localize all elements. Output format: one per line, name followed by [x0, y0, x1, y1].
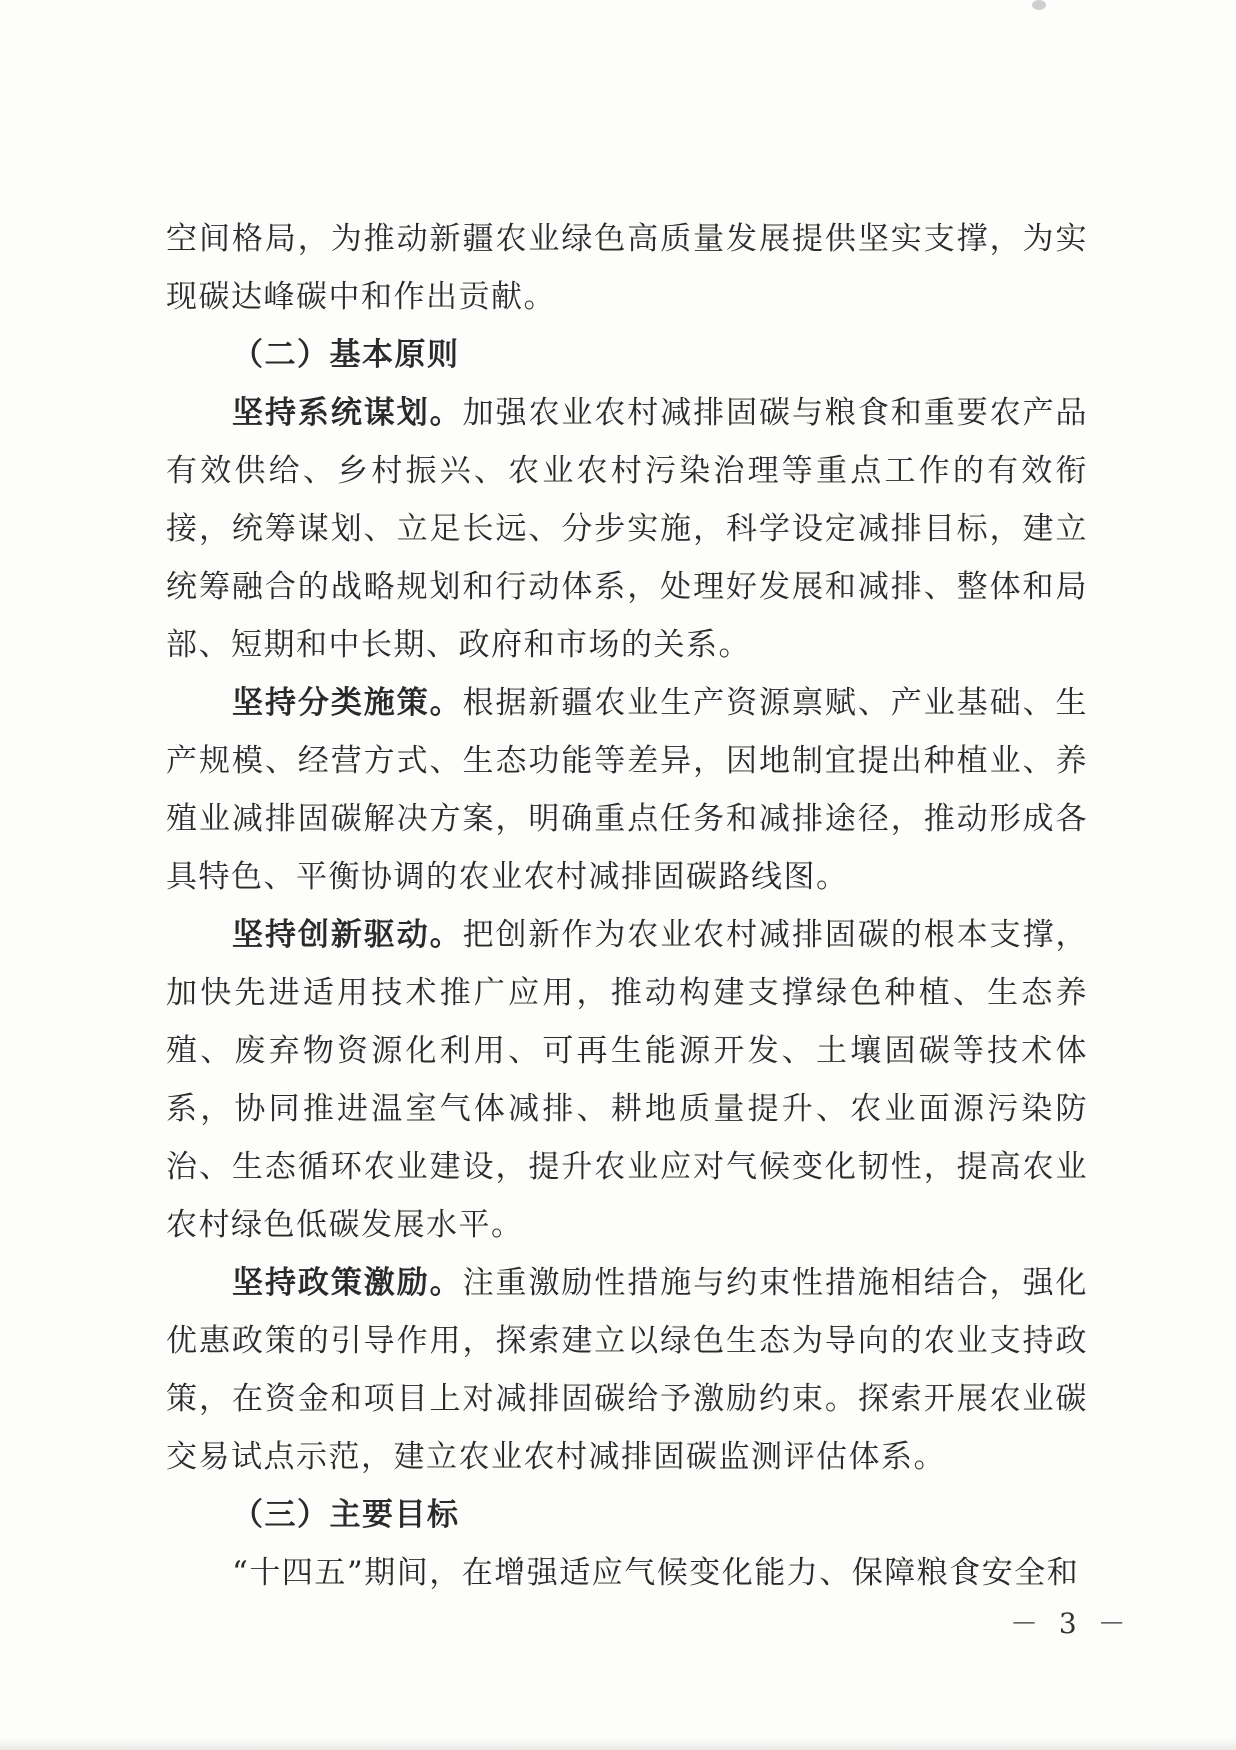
- paragraph-body-classified-policy: 根据新疆农业生产资源禀赋、产业基础、生产规模、经营方式、生态功能等差异，因地制宜提出种植业、养殖业减排固碳解决方案，明确重点任务和减排途径，推动形成各具特色、平衡协调的农业农村减排固碳路线图。: [166, 685, 1089, 895]
- section-heading-basic-principles: （二）基本原则: [232, 337, 460, 373]
- section-heading-main-goals: （三）主要目标: [232, 1497, 460, 1533]
- paragraph-main-goals: “十四五”期间，在增强适应气候变化能力、保障粮食安全和: [232, 1555, 1080, 1591]
- page-number: － 3 －: [1010, 1607, 1132, 1640]
- paragraph-continuation: 空间格局，为推动新疆农业绿色高质量发展提供坚实支撑，为实现碳达峰碳中和作出贡献。: [166, 221, 1088, 315]
- paragraph-lead-innovation-driven: 坚持创新驱动。: [232, 917, 463, 953]
- scan-artifact: [1032, 0, 1046, 10]
- paragraph-lead-classified-policy: 坚持分类施策。: [232, 685, 463, 721]
- paragraph-classified-policy: [166, 674, 1088, 906]
- paragraph-system-planning: [166, 384, 1088, 674]
- paragraph-lead-policy-incentive: 坚持政策激励。: [232, 1265, 463, 1301]
- paragraph-policy-incentive: [166, 1254, 1088, 1486]
- paragraph-innovation-driven: [166, 906, 1088, 1254]
- scan-bottom-edge: [0, 1738, 1236, 1750]
- paragraph-body-system-planning: 加强农业农村减排固碳与粮食和重要农产品有效供给、乡村振兴、农业农村污染治理等重点工作的有效衔接，统筹谋划、立足长远、分步实施，科学设定减排目标，建立统筹融合的战略规划和行动体系，处理好发展和减排、整体和局部、短期和中长期、政府和市场的关系。: [166, 395, 1089, 663]
- paragraph-body-policy-incentive: 注重激励性措施与约束性措施相结合，强化优惠政策的引导作用，探索建立以绿色生态为导向的农业支持政策，在资金和项目上对减排固碳给予激励约束。探索开展农业碳交易试点示范，建立农业农村减排固碳监测评估体系。: [166, 1265, 1089, 1475]
- paragraph-lead-system-planning: 坚持系统谋划。: [232, 395, 463, 431]
- document-body: [166, 210, 1088, 1602]
- paragraph-body-innovation-driven: 把创新作为农业农村减排固碳的根本支撑，加快先进适用技术推广应用，推动构建支撑绿色种植、生态养殖、废弃物资源化利用、可再生能源开发、土壤固碳等技术体系，协同推进温室气体减排、耕地质量提升、农业面源污染防治、生态循环农业建设，提升农业应对气候变化韧性，提高农业农村绿色低碳发展水平。: [166, 917, 1089, 1243]
